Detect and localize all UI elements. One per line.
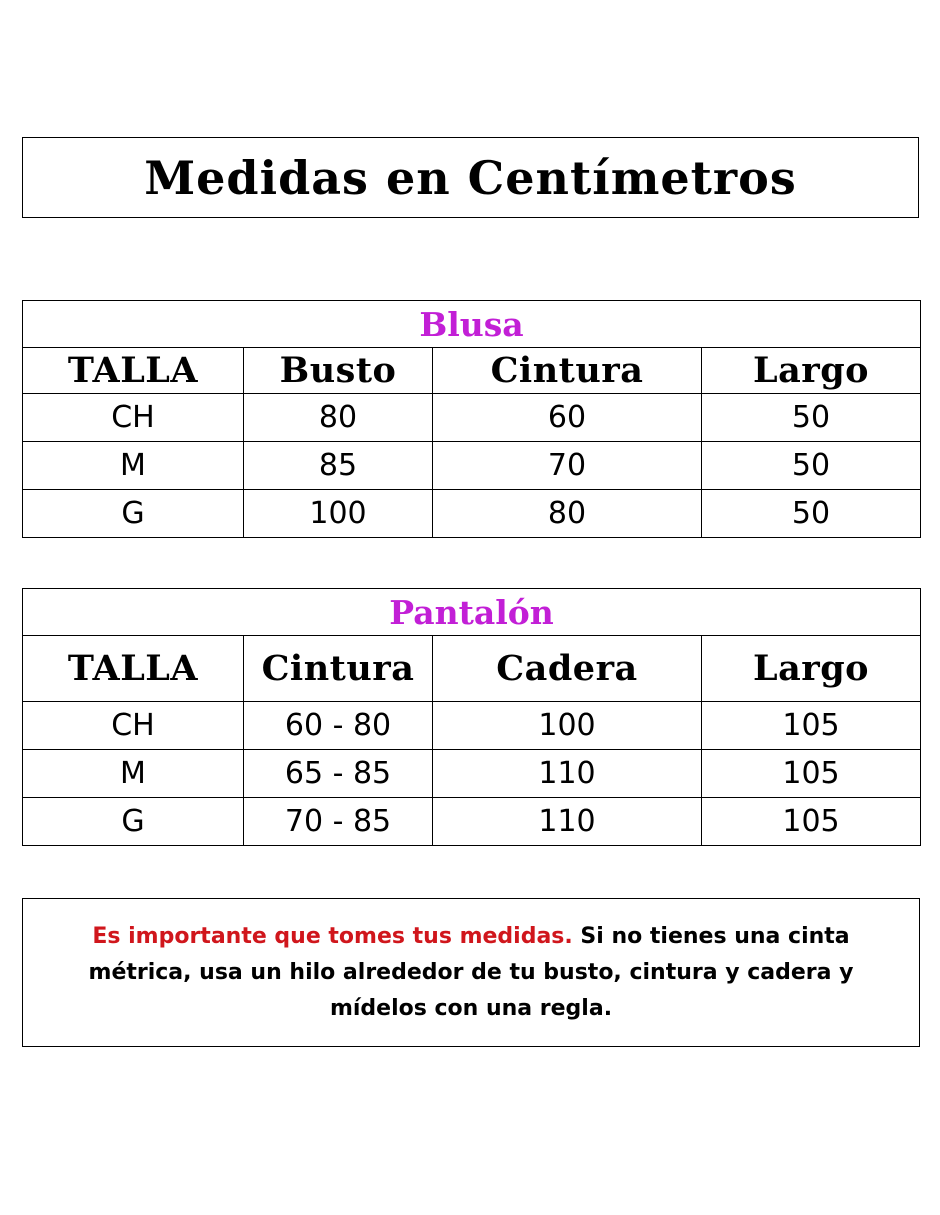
- pantalon-cell-cadera: 100: [433, 702, 702, 750]
- pantalon-cell-size: G: [23, 798, 244, 846]
- note-highlight: Es importante que tomes tus medidas.: [92, 923, 573, 949]
- blusa-cell-cintura: 70: [433, 442, 702, 490]
- blusa-cell-size: CH: [23, 394, 244, 442]
- measurement-note-box: [22, 898, 920, 1047]
- measurement-note: [41, 919, 901, 1027]
- blusa-cell-largo: 50: [702, 442, 921, 490]
- blusa-cell-cintura: 60: [433, 394, 702, 442]
- table-row: [23, 750, 921, 798]
- blusa-cell-largo: 50: [702, 490, 921, 538]
- pantalon-header-largo: Largo: [702, 636, 921, 702]
- pantalon-cell-largo: 105: [702, 750, 921, 798]
- blusa-cell-busto: 100: [244, 490, 433, 538]
- pantalon-cell-cintura: 65 - 85: [244, 750, 433, 798]
- blusa-header-talla: TALLA: [23, 348, 244, 394]
- pantalon-cell-largo: 105: [702, 798, 921, 846]
- blusa-table-title: Blusa: [23, 301, 921, 348]
- page-title: Medidas en Centímetros: [144, 150, 797, 205]
- pantalon-header-cintura: Cintura: [244, 636, 433, 702]
- pantalon-size-table: [22, 588, 921, 846]
- pantalon-cell-cadera: 110: [433, 798, 702, 846]
- blusa-header-cintura: Cintura: [433, 348, 702, 394]
- blusa-size-table: [22, 300, 921, 538]
- table-row: [23, 702, 921, 750]
- blusa-cell-busto: 85: [244, 442, 433, 490]
- table-row: [23, 798, 921, 846]
- pantalon-cell-largo: 105: [702, 702, 921, 750]
- pantalon-cell-size: CH: [23, 702, 244, 750]
- blusa-cell-size: M: [23, 442, 244, 490]
- blusa-cell-cintura: 80: [433, 490, 702, 538]
- title-box: [22, 137, 919, 218]
- table-row: [23, 490, 921, 538]
- pantalon-header-cadera: Cadera: [433, 636, 702, 702]
- pantalon-cell-cintura: 60 - 80: [244, 702, 433, 750]
- blusa-cell-largo: 50: [702, 394, 921, 442]
- pantalon-cell-size: M: [23, 750, 244, 798]
- pantalon-cell-cadera: 110: [433, 750, 702, 798]
- blusa-cell-size: G: [23, 490, 244, 538]
- pantalon-header-talla: TALLA: [23, 636, 244, 702]
- table-row: [23, 442, 921, 490]
- blusa-cell-busto: 80: [244, 394, 433, 442]
- pantalon-cell-cintura: 70 - 85: [244, 798, 433, 846]
- blusa-header-largo: Largo: [702, 348, 921, 394]
- table-row: [23, 394, 921, 442]
- pantalon-table-title: Pantalón: [23, 589, 921, 636]
- blusa-header-busto: Busto: [244, 348, 433, 394]
- note-body: Si no tienes una cinta métrica, usa un hilo alrededor de tu busto, cintura y cadera y mídelos con una regla.: [88, 923, 854, 1021]
